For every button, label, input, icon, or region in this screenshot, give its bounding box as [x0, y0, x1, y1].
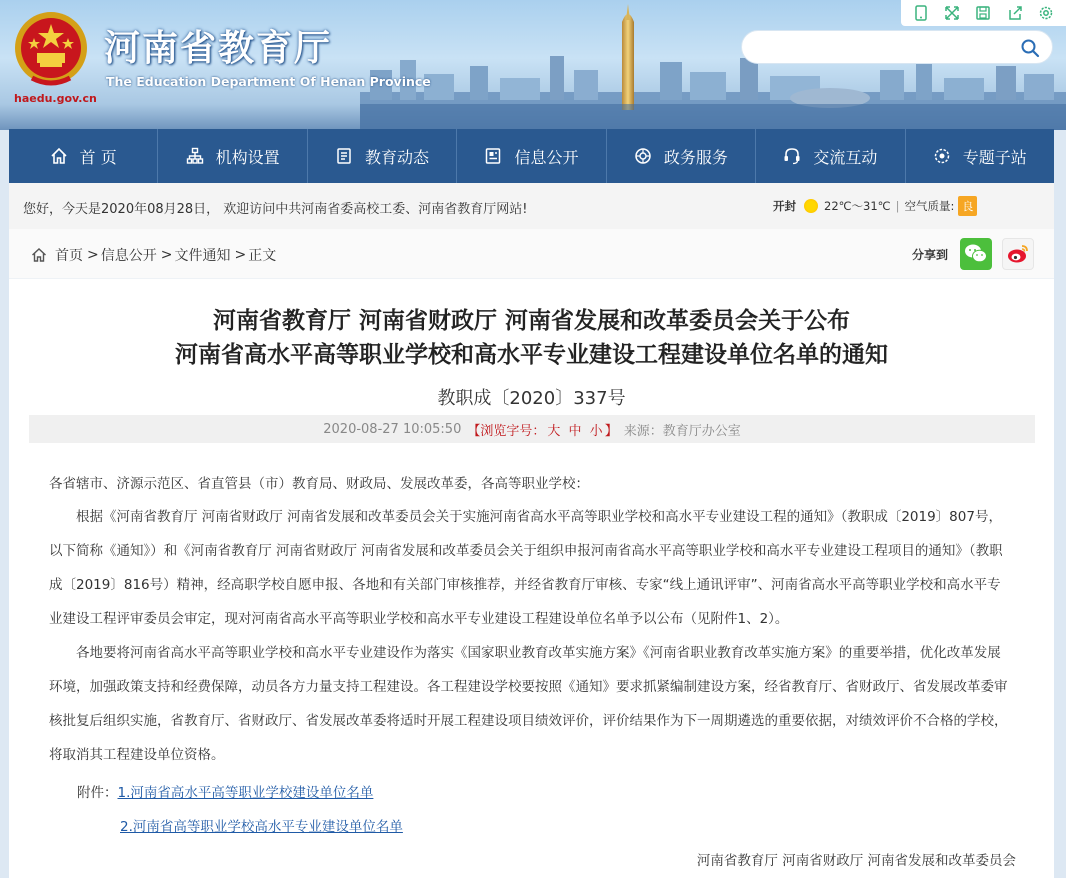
- breadcrumb-notices[interactable]: 文件通知: [174, 248, 231, 264]
- breadcrumb-current: 正文: [248, 248, 277, 264]
- share-label: 分享到: [912, 247, 949, 262]
- search-input[interactable]: [756, 37, 1006, 59]
- nav-item-subsite[interactable]: [906, 129, 1054, 183]
- share-bar: [912, 238, 1044, 270]
- font-size-label-close: 】: [604, 423, 618, 439]
- site-title-english: The Education Department Of Henan Province: [106, 74, 431, 89]
- font-size-label: 【浏览字号：: [467, 423, 546, 439]
- nav-item-interact[interactable]: [756, 129, 905, 183]
- breadcrumb-separator: >: [234, 247, 247, 263]
- attachment-link-1[interactable]: 1.河南省高水平高等职业学校建设单位名单: [117, 785, 374, 801]
- header-banner: [0, 0, 1066, 130]
- article-source: 来源：教育厅办公室: [623, 423, 741, 439]
- weibo-share-button[interactable]: [1002, 238, 1034, 270]
- weather-widget: [773, 196, 977, 216]
- home-icon: [31, 247, 47, 263]
- wechat-share-button[interactable]: [960, 238, 992, 270]
- nav-item-info[interactable]: [457, 129, 606, 183]
- document-number: 教职成〔2020〕337号: [437, 388, 626, 409]
- sunny-icon: [804, 199, 818, 213]
- attachment-row: [77, 781, 373, 801]
- site-domain: haedu.gov.cn: [14, 92, 97, 105]
- subsite-icon: [933, 147, 951, 165]
- attachment-row: [120, 815, 403, 835]
- weather-temp: 22℃～31℃: [824, 199, 891, 213]
- share-out-icon[interactable]: [1005, 3, 1025, 23]
- breadcrumb-bar: [9, 229, 1054, 279]
- publish-date: 2020-08-27 10:05:50: [323, 421, 462, 437]
- info-bar: [9, 183, 1054, 229]
- weather-city: 开封: [773, 199, 796, 213]
- nav-item-service[interactable]: [607, 129, 756, 183]
- font-size-small-button[interactable]: 小: [589, 423, 603, 439]
- interact-icon: [783, 147, 801, 165]
- weibo-icon: [1006, 243, 1030, 265]
- article-title-line2: 河南省高水平高等职业学校和高水平专业建设工程建设单位名单的通知: [175, 342, 888, 368]
- breadcrumb: [31, 245, 276, 265]
- nav-label: 信息公开: [514, 147, 579, 167]
- national-emblem-logo: [12, 8, 90, 90]
- salutation: 各省辖市、济源示范区、省直管县（市）教育局、财政局、发展改革委，各高等职业学校：: [49, 476, 589, 492]
- breadcrumb-home[interactable]: 首页: [55, 248, 83, 264]
- fullscreen-icon[interactable]: [942, 3, 962, 23]
- nav-item-home[interactable]: [9, 129, 158, 183]
- font-size-medium-button[interactable]: 中: [568, 423, 582, 439]
- signature: 河南省教育厅 河南省财政厅 河南省发展和改革委员会: [696, 853, 1016, 869]
- search-box: [741, 30, 1053, 64]
- nav-item-org[interactable]: [158, 129, 307, 183]
- mobile-icon[interactable]: [911, 3, 931, 23]
- air-quality-label: 空气质量:: [904, 199, 955, 213]
- breadcrumb-info[interactable]: 信息公开: [100, 248, 157, 264]
- attachment-link-2[interactable]: 2.河南省高等职业学校高水平专业建设单位名单: [120, 819, 403, 835]
- content-panel: [9, 229, 1054, 878]
- service-icon: [634, 147, 652, 165]
- paragraph-2: 各地要将河南省高水平高等职业学校和高水平专业建设作为落实《国家职业教育改革实施方案》《河南省职业教育改革实施方案》的重要举措，优化改革发展环境，加强政策支持和经费保障，动员各方力量支持工程建设。各工程建设学校要按照《通知》要求抓紧编制建设方案，经省教育厅、省财政厅、省发展改革委审核批复后组织实施，省教育厅、省财政厅、省发展改革委将适时开展工程建设项目绩效评价，评价结果作为下一周期遴选的重要依据，对绩效评价不合格的学校，将取消其工程建设单位资格。: [49, 645, 1008, 763]
- site-title: 河南省教育厅: [104, 28, 333, 69]
- welcome-text: 您好，今天是2020年08月28日， 欢迎访问中共河南省委高校工委、河南省教育厅网站!: [23, 202, 528, 217]
- article-meta-bar: [29, 415, 1035, 443]
- info-icon: [484, 147, 502, 165]
- paragraph-1: 根据《河南省教育厅 河南省财政厅 河南省发展和改革委员会关于实施河南省高水平高等职业学校和高水平专业建设工程的通知》（教职成〔2019〕807号，以下简称《通知》）和《河南省教育厅 河南省财政厅 河南省发展和改革委员会关于组织申报河南省高水平高等职业学校和高水平专业建设工程项目的通知》（教职成〔2019〕816号）精神，经高职学校自愿申报、各地和有关部门审核推荐，并经省教育厅审核、专家“线上通讯评审”、河南省高水平高等职业学校和高水平专业建设工程评审委员会审定，现对河南省高水平高等职业学校和高水平专业建设工程建设单位名单予以公布（见附件1、2）。: [49, 509, 1003, 627]
- settings-icon[interactable]: [1036, 3, 1056, 23]
- nav-item-news[interactable]: [308, 129, 457, 183]
- toolbar: [901, 0, 1066, 26]
- weather-separator: |: [895, 199, 900, 213]
- breadcrumb-separator: >: [160, 247, 173, 263]
- org-icon: [186, 147, 204, 165]
- wechat-icon: [964, 243, 988, 265]
- nav-label: 机构设置: [215, 147, 280, 167]
- nav-label: 政务服务: [663, 147, 728, 167]
- breadcrumb-separator: >: [87, 247, 99, 263]
- nav-label: 专题子站: [962, 147, 1027, 167]
- font-size-control: [467, 420, 617, 439]
- search-icon[interactable]: [1020, 38, 1040, 58]
- main-nav: [9, 129, 1054, 183]
- nav-label: 交流互动: [813, 147, 878, 167]
- nav-label: 首 页: [79, 147, 117, 167]
- article-title-line1: 河南省教育厅 河南省财政厅 河南省发展和改革委员会关于公布: [212, 308, 850, 334]
- news-icon: [335, 147, 353, 165]
- save-icon[interactable]: [973, 3, 993, 23]
- nav-label: 教育动态: [365, 147, 430, 167]
- attachments-label: 附件：: [77, 785, 118, 801]
- font-size-large-button[interactable]: 大: [547, 423, 561, 439]
- home-icon: [50, 147, 68, 165]
- air-quality-badge: 良: [958, 196, 977, 216]
